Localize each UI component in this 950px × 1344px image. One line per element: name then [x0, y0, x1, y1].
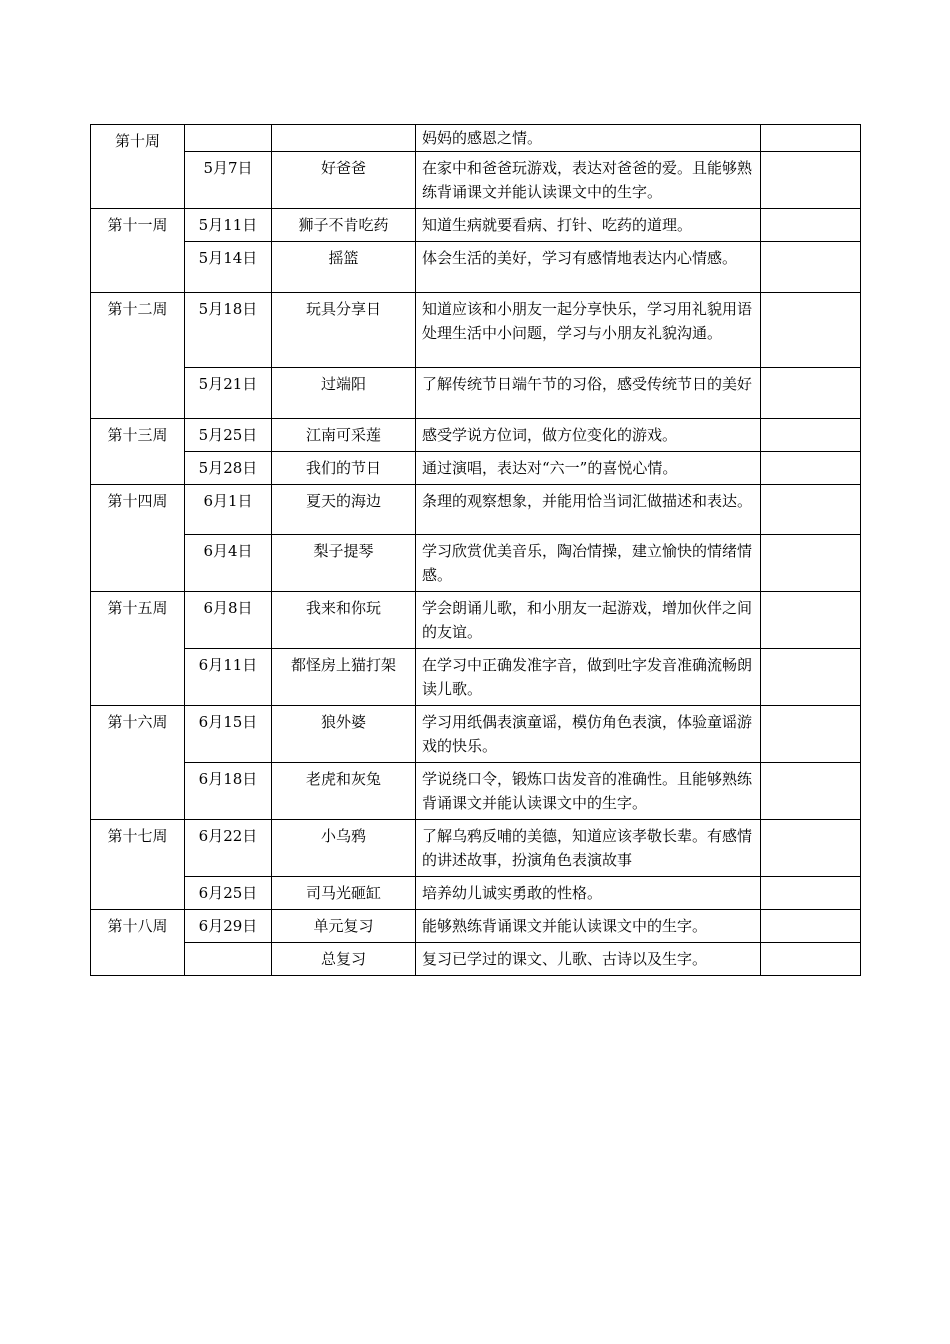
notes-cell [761, 293, 861, 368]
lesson-cell: 总复习 [272, 943, 416, 976]
week-cell: 第十二周 [91, 293, 185, 419]
date-cell: 6月1日 [185, 485, 272, 535]
lesson-cell: 过端阳 [272, 368, 416, 419]
lesson-cell: 玩具分享日 [272, 293, 416, 368]
goal-cell: 在学习中正确发准字音，做到吐字发音准确流畅朗读儿歌。 [416, 649, 761, 706]
date-cell [185, 943, 272, 976]
date-cell: 6月18日 [185, 763, 272, 820]
date-cell: 6月22日 [185, 820, 272, 877]
teaching-schedule-table [90, 124, 861, 976]
table-row [91, 452, 861, 485]
date-cell [185, 125, 272, 152]
goal-cell: 了解乌鸦反哺的美德，知道应该孝敬长辈。有感情的讲述故事，扮演角色表演故事 [416, 820, 761, 877]
date-cell: 6月8日 [185, 592, 272, 649]
table-row [91, 368, 861, 419]
table-row [91, 293, 861, 368]
goal-cell: 复习已学过的课文、儿歌、古诗以及生字。 [416, 943, 761, 976]
notes-cell [761, 910, 861, 943]
notes-cell [761, 535, 861, 592]
date-cell: 5月14日 [185, 242, 272, 293]
goal-cell: 了解传统节日端午节的习俗，感受传统节日的美好 [416, 368, 761, 419]
week-cell: 第十四周 [91, 485, 185, 592]
lesson-cell: 狼外婆 [272, 706, 416, 763]
table-row [91, 419, 861, 452]
goal-cell: 学说绕口令，锻炼口齿发音的准确性。且能够熟练背诵课文并能认读课文中的生字。 [416, 763, 761, 820]
week-cell: 第十八周 [91, 910, 185, 976]
goal-cell: 体会生活的美好，学习有感情地表达内心情感。 [416, 242, 761, 293]
goal-cell: 条理的观察想象，并能用恰当词汇做描述和表达。 [416, 485, 761, 535]
notes-cell [761, 125, 861, 152]
goal-cell: 学习欣赏优美音乐，陶冶情操，建立愉快的情绪情感。 [416, 535, 761, 592]
week-cell: 第十周 [91, 125, 185, 209]
lesson-cell: 夏天的海边 [272, 485, 416, 535]
week-cell: 第十五周 [91, 592, 185, 706]
table-row [91, 485, 861, 535]
table-row [91, 943, 861, 976]
lesson-cell: 梨子提琴 [272, 535, 416, 592]
notes-cell [761, 209, 861, 242]
goal-cell: 知道生病就要看病、打针、吃药的道理。 [416, 209, 761, 242]
goal-cell: 在家中和爸爸玩游戏，表达对爸爸的爱。且能够熟练背诵课文并能认读课文中的生字。 [416, 152, 761, 209]
goal-cell: 培养幼儿诚实勇敢的性格。 [416, 877, 761, 910]
date-cell: 6月29日 [185, 910, 272, 943]
lesson-cell: 狮子不肯吃药 [272, 209, 416, 242]
table-row [91, 125, 861, 152]
date-cell: 5月21日 [185, 368, 272, 419]
goal-cell: 知道应该和小朋友一起分享快乐，学习用礼貌用语处理生活中小问题，学习与小朋友礼貌沟通。 [416, 293, 761, 368]
goal-cell: 通过演唱，表达对“六一”的喜悦心情。 [416, 452, 761, 485]
lesson-cell: 我们的节日 [272, 452, 416, 485]
notes-cell [761, 943, 861, 976]
lesson-cell: 单元复习 [272, 910, 416, 943]
table-row [91, 820, 861, 877]
table-row [91, 152, 861, 209]
table-row [91, 209, 861, 242]
table-row [91, 535, 861, 592]
date-cell: 5月7日 [185, 152, 272, 209]
table-row [91, 592, 861, 649]
date-cell: 6月25日 [185, 877, 272, 910]
notes-cell [761, 452, 861, 485]
notes-cell [761, 820, 861, 877]
lesson-cell: 我来和你玩 [272, 592, 416, 649]
lesson-cell: 江南可采莲 [272, 419, 416, 452]
table-row [91, 910, 861, 943]
lesson-cell [272, 125, 416, 152]
notes-cell [761, 649, 861, 706]
notes-cell [761, 706, 861, 763]
table-row [91, 763, 861, 820]
date-cell: 5月28日 [185, 452, 272, 485]
goal-cell: 感受学说方位词，做方位变化的游戏。 [416, 419, 761, 452]
notes-cell [761, 592, 861, 649]
date-cell: 5月25日 [185, 419, 272, 452]
notes-cell [761, 152, 861, 209]
lesson-cell: 小乌鸦 [272, 820, 416, 877]
date-cell: 6月11日 [185, 649, 272, 706]
notes-cell [761, 877, 861, 910]
table-row [91, 242, 861, 293]
table-row [91, 706, 861, 763]
lesson-cell: 老虎和灰兔 [272, 763, 416, 820]
goal-cell: 妈妈的感恩之情。 [416, 125, 761, 152]
date-cell: 6月4日 [185, 535, 272, 592]
goal-cell: 学会朗诵儿歌，和小朋友一起游戏，增加伙伴之间的友谊。 [416, 592, 761, 649]
week-cell: 第十七周 [91, 820, 185, 910]
goal-cell: 学习用纸偶表演童谣，模仿角色表演，体验童谣游戏的快乐。 [416, 706, 761, 763]
date-cell: 5月11日 [185, 209, 272, 242]
week-cell: 第十三周 [91, 419, 185, 485]
notes-cell [761, 763, 861, 820]
date-cell: 5月18日 [185, 293, 272, 368]
lesson-cell: 好爸爸 [272, 152, 416, 209]
table-row [91, 877, 861, 910]
lesson-cell: 司马光砸缸 [272, 877, 416, 910]
notes-cell [761, 485, 861, 535]
notes-cell [761, 368, 861, 419]
table-row [91, 649, 861, 706]
notes-cell [761, 419, 861, 452]
week-cell: 第十一周 [91, 209, 185, 293]
lesson-cell: 摇篮 [272, 242, 416, 293]
date-cell: 6月15日 [185, 706, 272, 763]
lesson-cell: 都怪房上猫打架 [272, 649, 416, 706]
week-cell: 第十六周 [91, 706, 185, 820]
goal-cell: 能够熟练背诵课文并能认读课文中的生字。 [416, 910, 761, 943]
notes-cell [761, 242, 861, 293]
